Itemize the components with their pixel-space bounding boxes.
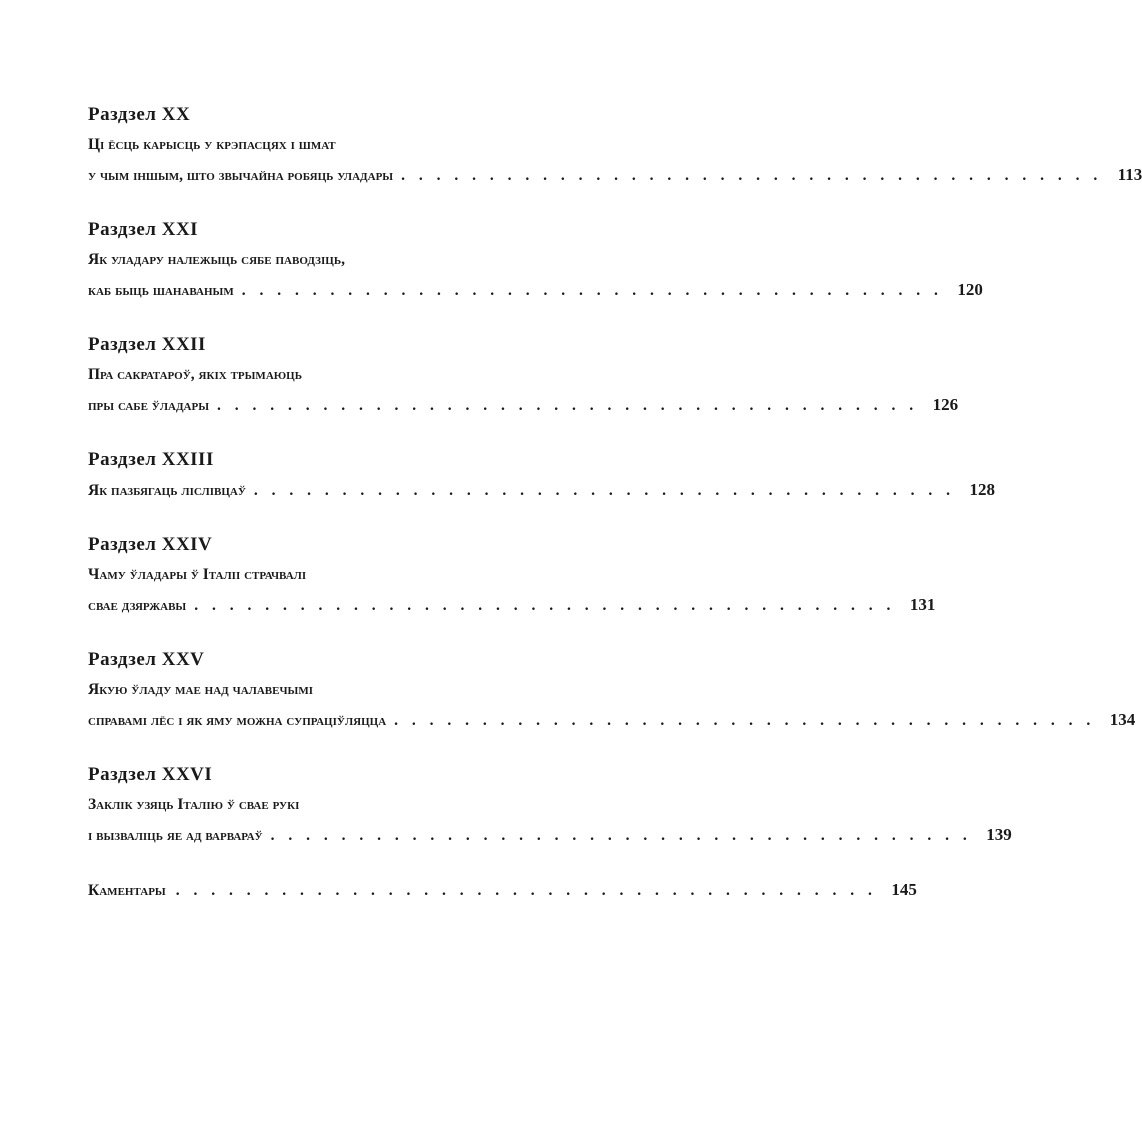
toc-entry-xx [88,100,1142,190]
entry-title-last-line [88,820,1012,850]
entry-title-line: Пра сакратароў, якіх трымаюць [88,366,302,383]
dot-leader: . . . . . . . . . . . . . . . . . . . . . . . . . . . . . . . . . . . . . . . . [217,397,919,414]
page-number: 120 [957,280,983,299]
dot-leader: . . . . . . . . . . . . . . . . . . . . . . . . . . . . . . . . . . . . . . . . [194,597,896,614]
page-number: 134 [1109,710,1136,729]
dot-leader: . . . . . . . . . . . . . . . . . . . . . . . . . . . . . . . . . . . . . . . . [270,827,972,844]
entry-title-text: Як пазбягаць ліслівцаў [88,482,246,499]
dot-leader: . . . . . . . . . . . . . . . . . . . . . . . . . . . . . . . . . . . . . . . . [175,882,877,899]
entry-title-line: Чаму ўладары ў Італіі страчвалі [88,566,307,583]
entry-title-text: і вызваліць яе ад варвараў [88,827,263,844]
entry-title-last-line [88,160,1142,190]
dot-leader: . . . . . . . . . . . . . . . . . . . . . . . . . . . . . . . . . . . . . . . . [401,167,1103,184]
section-heading: Раздзел XXV [88,649,205,670]
table-of-contents [88,100,1142,930]
toc-entry-xxv [88,645,1136,735]
toc-entry-xxvi [88,760,1012,850]
dot-leader: . . . . . . . . . . . . . . . . . . . . . . . . . . . . . . . . . . . . . . . . [253,482,956,499]
entry-title-last-line [88,390,959,420]
page-number: 128 [969,480,996,499]
entry-title-line: Як уладару належыць сябе паводзіць, [88,251,345,268]
entry-title-text: справамі лёс і як яму можна супрацiўляцца [88,712,387,729]
section-heading: Раздзел XXIV [88,534,213,555]
entry-title-text: каб быць шанаваным [88,282,234,299]
toc-entry-xxiv [88,530,936,620]
section-heading: Раздзел XXIII [88,449,214,470]
page-number: 131 [909,595,936,614]
entry-title-line: Якую ўладу мае над чалавечымі [88,681,313,698]
section-heading: Раздзел XX [88,104,191,125]
section-heading: Раздзел XXI [88,219,199,240]
toc-entry-xxi [88,215,983,305]
toc-entry-xxii [88,330,959,420]
entry-title-line: Заклік узяць Італію ў свае рукі [88,796,300,813]
section-heading: Раздзел XXVI [88,764,213,785]
page-number: 126 [932,395,959,414]
entry-title-text: пры сабе ўладары [88,397,210,414]
entry-title-last-line [88,275,983,305]
page-number: 113 [1117,165,1142,184]
toc-entry-xxiii [88,445,996,505]
section-heading: Раздзел XXII [88,334,206,355]
entry-title-last-line [88,705,1136,735]
entry-title-text: у чым іншым, што звычайна робяць уладары [88,167,394,184]
entry-title-last-line [88,875,917,905]
entry-title-last-line [88,590,936,620]
entry-title-line: Ці ёсць карысць у крэпасцях і шмат [88,136,336,153]
entry-title-last-line [88,475,996,505]
toc-entry-commentary [88,875,917,905]
entry-title-text: свае дзяржавы [88,597,187,614]
page-number: 145 [891,880,917,899]
dot-leader: . . . . . . . . . . . . . . . . . . . . . . . . . . . . . . . . . . . . . . . . [241,282,943,299]
dot-leader: . . . . . . . . . . . . . . . . . . . . . . . . . . . . . . . . . . . . . . . . [394,712,1096,729]
page-number: 139 [986,825,1012,844]
entry-title-text: Каментары [88,882,166,899]
